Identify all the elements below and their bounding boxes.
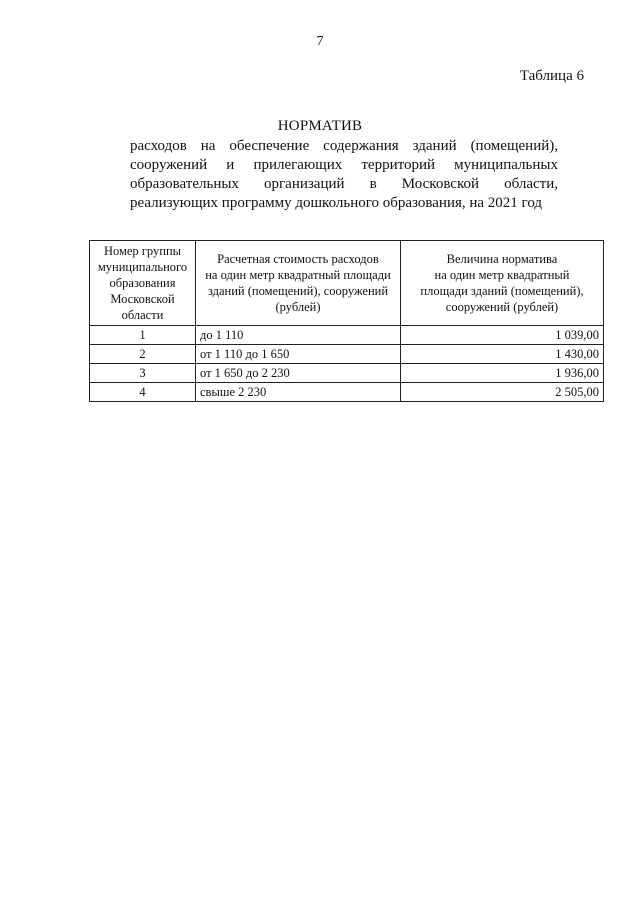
header-norm-value xyxy=(401,241,604,326)
subtitle-line: расходов на обеспечение содержания зданий (помещений), xyxy=(130,138,558,154)
cell-range: от 1 110 до 1 650 xyxy=(196,345,401,364)
cell-value: 1 430,00 xyxy=(401,345,604,364)
cell-range: от 1 650 до 2 230 xyxy=(196,364,401,383)
cell-group: 1 xyxy=(90,326,196,345)
cell-value: 1 936,00 xyxy=(401,364,604,383)
header-line: области xyxy=(121,308,164,322)
document-title: НОРМАТИВ xyxy=(277,118,363,134)
header-line: Московской xyxy=(110,292,175,306)
page-number: 7 xyxy=(316,34,324,49)
header-line: на один метр квадратный площади xyxy=(205,268,391,282)
header-line: зданий (помещений), сооружений xyxy=(207,284,389,298)
header-line: муниципального xyxy=(97,260,188,274)
cell-group: 2 xyxy=(90,345,196,364)
cell-value: 1 039,00 xyxy=(401,326,604,345)
cell-range: свыше 2 230 xyxy=(196,383,401,402)
table-row xyxy=(90,326,604,345)
subtitle-line: образовательных организаций в Московской области, xyxy=(130,176,558,192)
header-line: образования xyxy=(109,276,176,290)
table-row xyxy=(90,364,604,383)
document-subtitle xyxy=(130,137,558,213)
header-line: Величина норматива xyxy=(446,252,558,266)
header-line: площади зданий (помещений), xyxy=(420,284,584,298)
header-cost-estimate xyxy=(196,241,401,326)
norm-table xyxy=(89,240,604,402)
table-row xyxy=(90,383,604,402)
header-line: Расчетная стоимость расходов xyxy=(217,252,379,266)
cell-range: до 1 110 xyxy=(196,326,401,345)
subtitle-line: сооружений и прилегающих территорий муниципальных xyxy=(130,157,558,173)
table-caption: Таблица 6 xyxy=(519,68,584,84)
cell-value: 2 505,00 xyxy=(401,383,604,402)
table-header-row xyxy=(90,241,604,326)
header-line: на один метр квадратный xyxy=(434,268,570,282)
table-row xyxy=(90,345,604,364)
header-line: сооружений (рублей) xyxy=(445,300,559,314)
cell-group: 4 xyxy=(90,383,196,402)
subtitle-line: реализующих программу дошкольного образования, на 2021 год xyxy=(130,195,543,211)
header-group-number xyxy=(90,241,196,326)
header-line: (рублей) xyxy=(275,300,321,314)
cell-group: 3 xyxy=(90,364,196,383)
header-line: Номер группы xyxy=(103,244,182,258)
